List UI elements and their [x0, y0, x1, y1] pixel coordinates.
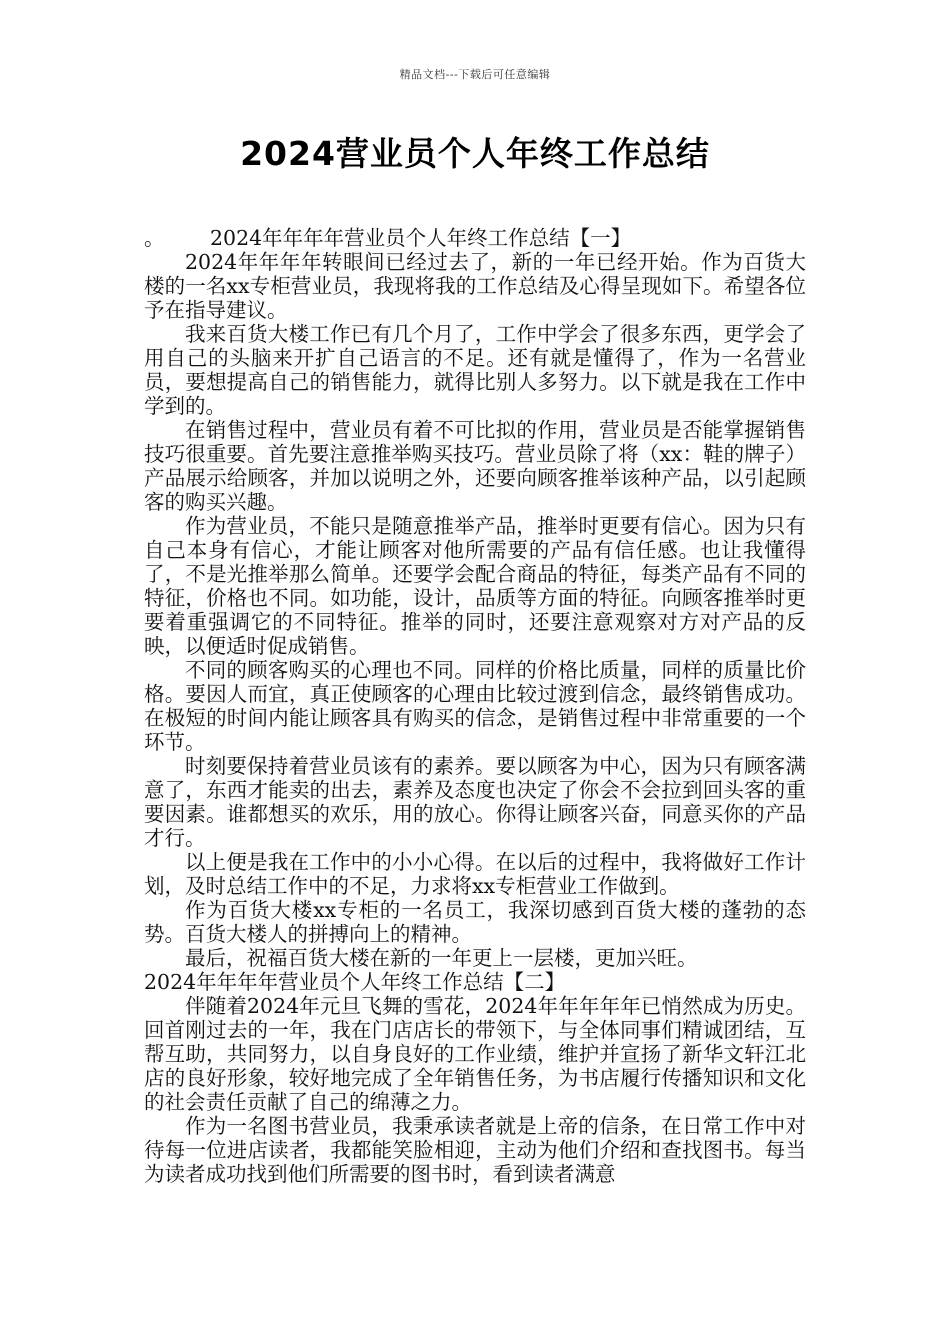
header-note: 精品文档---下载后可任意编辑 [399, 68, 551, 81]
section-heading-2: 2024年年年年营业员个人年终工作总结【二】 [144, 970, 566, 994]
paragraph-5: 不同的顾客购买的心理也不同。同样的价格比质量，同样的质量比价格。要因人而宜，真正使顾客的心理由比较过渡到信念，最终销售成功。在极短的时间内能让顾客具有购买的信念，是销售过程中非常重要的一个环节。 [144, 658, 806, 754]
section-heading-1-text: 2024年年年年营业员个人年终工作总结【一】 [210, 226, 632, 250]
paragraph-11: 伴随着2024年元旦飞舞的雪花，2024年年年年年已悄然成为历史。回首刚过去的一年，我在门店店长的带领下，与全体同事们精诚团结，互帮互助，共同努力，以自身良好的工作业绩，维护并宣扬了新华文轩江北店的良好形象，较好地完成了全年销售任务，为书店履行传播知识和文化的社会责任贡献了自己的绵薄之力。 [144, 994, 806, 1114]
document-title: 2024营业员个人年终工作总结 [240, 134, 710, 173]
leading-dot: 。 [144, 226, 165, 250]
paragraph-9: 最后，祝福百货大楼在新的一年更上一层楼，更加兴旺。 [185, 946, 698, 970]
paragraph-7: 以上便是我在工作中的小小心得。在以后的过程中，我将做好工作计划，及时总结工作中的不足，力求将xx专柜营业工作做到。 [144, 850, 806, 898]
paragraph-1: 2024年年年年转眼间已经过去了，新的一年已经开始。作为百货大楼的一名xx专柜营业员，我现将我的工作总结及心得呈现如下。希望各位予在指导建议。 [144, 250, 806, 322]
section-heading-1 [144, 226, 806, 250]
paragraph-4: 作为营业员，不能只是随意推举产品，推举时更要有信心。因为只有自己本身有信心，才能让顾客对他所需要的产品有信任感。也让我懂得了，不是光推举那么简单。还要学会配合商品的特征，每类产品有不同的特征，价格也不同。如功能，设计，品质等方面的特征。向顾客推举时更要着重强调它的不同特征。推举的同时，还要注意观察对方对产品的反映，以便适时促成销售。 [144, 514, 806, 658]
paragraph-6: 时刻要保持着营业员该有的素养。要以顾客为中心，因为只有顾客满意了，东西才能卖的出去，素养及态度也决定了你会不会拉到回头客的重要因素。谁都想买的欢乐，用的放心。你得让顾客兴奋，同意买你的产品才行。 [144, 754, 806, 850]
document-body [144, 226, 806, 1186]
paragraph-8: 作为百货大楼xx专柜的一名员工，我深切感到百货大楼的蓬勃的态势。百货大楼人的拼搏向上的精神。 [144, 898, 806, 946]
paragraph-2: 我来百货大楼工作已有几个月了，工作中学会了很多东西，更学会了用自己的头脑来开扩自己语言的不足。还有就是懂得了，作为一名营业员，要想提高自己的销售能力，就得比别人多努力。以下就是我在工作中学到的。 [144, 322, 806, 418]
paragraph-12: 作为一名图书营业员，我秉承读者就是上帝的信条，在日常工作中对待每一位进店读者，我都能笑脸相迎，主动为他们介绍和查找图书。每当为读者成功找到他们所需要的图书时，看到读者满意 [144, 1114, 806, 1186]
paragraph-3: 在销售过程中，营业员有着不可比拟的作用，营业员是否能掌握销售技巧很重要。首先要注意推举购买技巧。营业员除了将（xx：鞋的牌子）产品展示给顾客，并加以说明之外，还要向顾客推举该种产品，以引起顾客的购买兴趣。 [144, 418, 806, 514]
